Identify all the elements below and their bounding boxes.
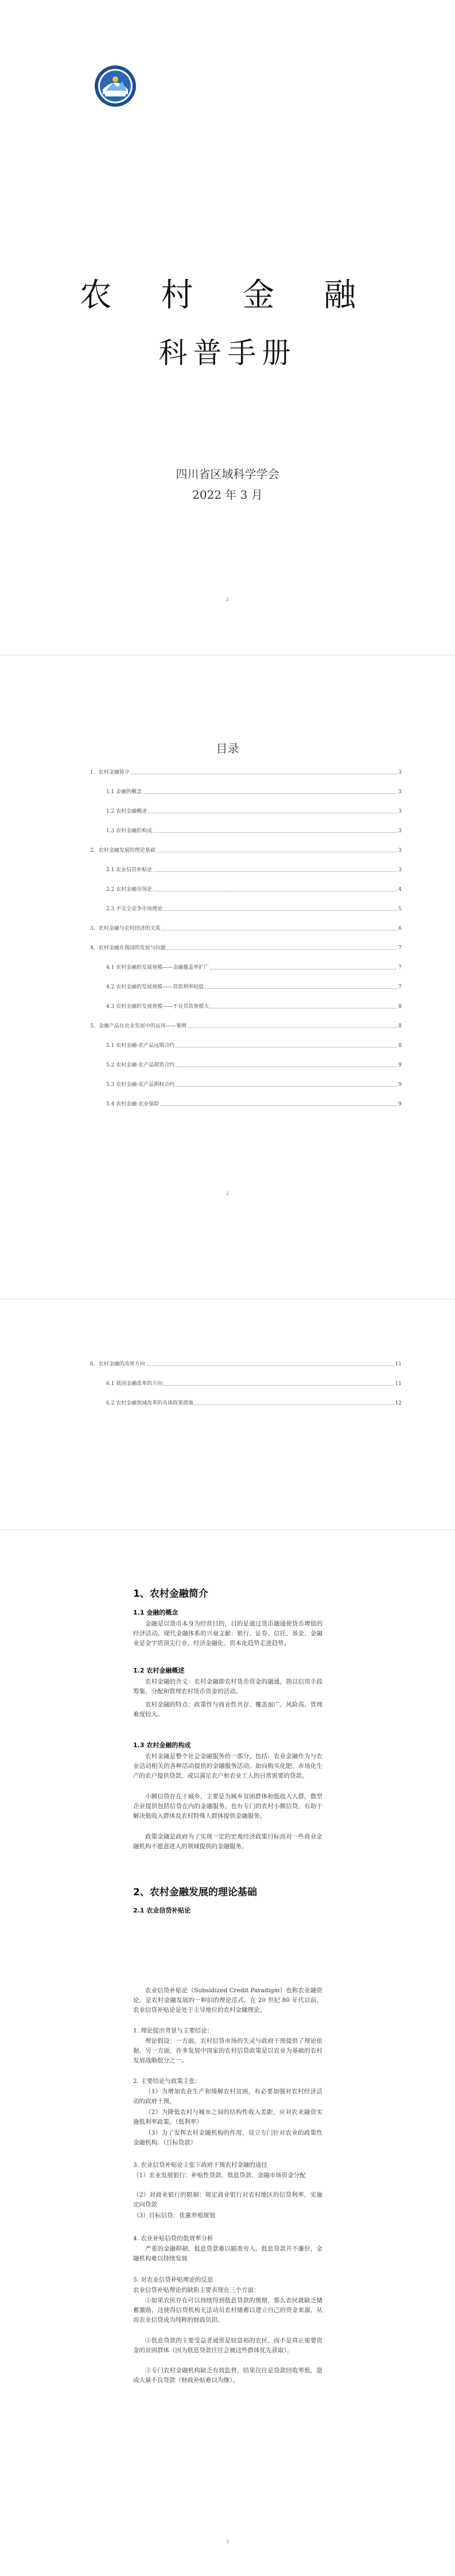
toc-entry-page: 3 (398, 867, 402, 873)
toc-entry-page: 3 (398, 789, 402, 795)
toc-entry-page: 11 (395, 1381, 402, 1387)
paragraph: （1）为增加农业生产和缓解农村贫困，有必要加强对农村经济活动的政府干预。 (133, 2088, 322, 2105)
toc-entry[interactable] (90, 1100, 402, 1108)
body-page (0, 1530, 455, 2576)
page-number: 2 (225, 597, 230, 602)
toc-entry-page: 7 (398, 945, 402, 951)
toc-leader-dots (164, 910, 397, 911)
toc-entry[interactable] (90, 944, 402, 952)
toc-entry-page: 7 (398, 984, 402, 990)
toc-entry-label: 1.1 金融的概念 (106, 789, 142, 795)
toc-entry[interactable] (90, 827, 402, 835)
paragraph: （1）农业发展银行：补贴性贷款、低息贷款、金融市场资金分配 (133, 2172, 306, 2179)
toc-entry-label: 2.1 农业信贷补贴论 (106, 867, 153, 873)
paragraph: 5. 对农业信贷补贴理论的反思 (133, 2276, 213, 2283)
paragraph: ②低息贷款的主要受益者通常是较富裕的农民，而不是真正需要资金的贫困群体（因为低息贷款往往会被这些群体优先获取）。 (133, 2337, 322, 2354)
page-number: 2 (225, 1191, 230, 1196)
subsection-heading: 1.3 农村金融的构成 (133, 1741, 191, 1749)
toc-entry-label: 4.3 农村金融的发展规模——不良贷款规模大 (106, 1004, 209, 1010)
paragraph: 4. 农业补贴信贷的低效率分析 (133, 2235, 213, 2242)
toc-entry[interactable] (90, 787, 402, 796)
toc-entry[interactable] (90, 1080, 402, 1088)
toc-entry[interactable] (90, 924, 402, 932)
toc-entry-label: 2.2 农村金融市场论 (106, 887, 153, 893)
toc-entry[interactable] (90, 1061, 402, 1069)
toc-entry-label: 5.3 农村金融-农产品期权合约 (106, 1082, 175, 1088)
toc-list (90, 768, 402, 1119)
toc-entry-page: 4 (398, 887, 402, 893)
paragraph: 农村金融的含义：农村金融即农村货币资金的融通，指以信用手段筹集、分配和管理农村货币资金的活动。 (133, 1678, 322, 1695)
toc-leader-dots (153, 871, 397, 872)
toc-leader-dots (176, 1047, 397, 1048)
toc-entry-label: 6、农村金融的改革方向 (90, 1361, 145, 1367)
paragraph: 1. 理论提出背景与主要结论： (133, 2027, 213, 2034)
toc-entry[interactable] (90, 885, 402, 893)
cover-subtitle: 科普手册 (158, 336, 297, 370)
toc-entry[interactable] (90, 1399, 402, 1407)
toc-entry-label: 5、金融产品在农业发展中的运用——案例 (90, 1023, 186, 1029)
toc-entry-label: 4.1 农村金融的发展规模——金融覆盖率扩广 (106, 965, 209, 971)
toc-entry[interactable] (90, 1041, 402, 1049)
toc-entry-page: 8 (398, 1004, 402, 1010)
toc-entry[interactable] (90, 1379, 402, 1387)
toc-leader-dots (153, 832, 397, 833)
toc-leader-dots (176, 1086, 397, 1087)
paragraph: 农业信贷补贴理论的缺陷主要表现在三个方面： (133, 2287, 260, 2294)
toc-entry-label: 2.3 不完全竞争市场理论 (106, 906, 163, 912)
toc-entry-page: 9 (398, 1062, 402, 1068)
toc-entry[interactable] (90, 1360, 402, 1368)
paragraph: 小额信贷存在于城乡，主要是为城乡贫困群体和低收入人群，微型企业提供包括信贷在内的金融服务，也有专门的农村小额信贷，有助于解决低收入群体及农村特殊人群体提供金融服务。 (133, 1793, 322, 1820)
paragraph: ①如果农民存在可以持续得到低息贷款的预期，那么农民就缺乏储蓄激励，这使得信贷机构无法动员农村储蓄以建立自己的资金来源，从而农业信贷成为纯粹的财政负担。 (133, 2297, 322, 2323)
toc-page-continued (0, 1299, 455, 1529)
society-logo-icon (94, 64, 137, 108)
paragraph: 2. 主要结论与政策主张： (133, 2078, 201, 2085)
toc-entry-page: 3 (398, 828, 402, 834)
toc-entry-label: 6.2 农村金融领域改革的具体政策措施 (106, 1400, 194, 1406)
toc-entry-label: 3、农村金融与农村经济的关系 (90, 926, 161, 932)
toc-list (90, 1360, 402, 1418)
toc-entry-page: 8 (398, 1023, 402, 1029)
cover-organization: 四川省区域科学学会 (176, 467, 279, 481)
toc-entry-page: 3 (398, 809, 402, 814)
subsection-heading: 2.1 农业信贷补贴论 (133, 1907, 191, 1914)
paragraph: 农村金融是整个社会金融服务的一部分，包括：农业金融作为与农业活动相关的各种活动提供的金融服务活动。如向购买化肥、市场化生产的农户提供贷款，或以满足农户和农业工人的日常需要的贷款。 (133, 1753, 322, 1779)
paragraph: 金融是以货币本身为经营目的，目的是通过货币融通使货币增值的经济活动。现代金融体系的兴衰文献：银行、证券、信托、基金、金融业是金字塔顶尖行业、经济金融化、资本化趋势走进趋势。 (133, 1620, 322, 1647)
toc-leader-dots (143, 793, 397, 794)
cover-date: 2022 年 3 月 (192, 488, 263, 502)
toc-entry-page: 9 (398, 1101, 402, 1107)
subsection-heading: 1.1 金融的概念 (133, 1609, 178, 1616)
toc-entry[interactable] (90, 983, 402, 991)
toc-title: 目录 (216, 742, 239, 755)
section-heading: 2、农村金融发展的理论基础 (133, 1887, 257, 1898)
toc-entry-label: 2、农村金融发展的理论基础 (90, 848, 155, 854)
toc-entry[interactable] (90, 846, 402, 854)
toc-entry-label: 5.4 农村金融-农业保险 (106, 1101, 160, 1107)
toc-entry-page: 6 (398, 926, 402, 932)
toc-entry-page: 3 (398, 770, 402, 775)
paragraph: 农村金融的特点：政策性与商业性共存、覆盖面广、风险高、管理难度较大。 (133, 1701, 322, 1718)
toc-entry[interactable] (90, 807, 402, 815)
paragraph: （2）对商业银行的限制：规定商业银行对农村地区的信贷利率，实施定向贷款 (133, 2191, 322, 2208)
cover-page (0, 0, 455, 654)
toc-entry-label: 5.1 农村金融-农产品远期合约 (106, 1043, 175, 1049)
toc-entry[interactable] (90, 963, 402, 971)
toc-entry-page: 11 (395, 1361, 402, 1367)
paragraph: 农业信贷补贴论（Subsidized Credit Paradigm）也称农业融资论，是农村金融发展的一种旧的理论范式，在 20 世纪 80 年代以前，农业信贷补贴论是处于主导地位的农村金融理论。 (133, 1987, 322, 2014)
toc-entry[interactable] (90, 866, 402, 874)
toc-leader-dots (164, 1385, 394, 1386)
toc-entry-label: 4、农村金融在我国的发展与问题 (90, 945, 166, 951)
paragraph: 理论假设：一方面，农村信贷市场的失灵与政府干预提供了理论依据，另一方面，许多发展中国家的农村信贷政策是以农业为基础的农村发展战略组分之一。 (133, 2038, 322, 2064)
paragraph: 严重的金融抑制，低息贷款难以瞄准穷人，低息贷款并不廉价，金融机构难以持续发展 (133, 2245, 322, 2262)
paragraph: ③专门农村金融机构缺乏有效监督，结果往往是贷款回收率低，造成大量不良贷款（财政补贴难以为继）。 (133, 2367, 322, 2384)
toc-leader-dots (167, 949, 398, 950)
toc-entry-page: 8 (398, 1043, 402, 1049)
toc-entry-label: 1.3 农村金融的构成 (106, 828, 153, 834)
toc-entry-label: 4.2 农村金融的发展规模——贷款利率较低 (106, 984, 204, 990)
toc-leader-dots (146, 1365, 394, 1366)
toc-entry-label: 1.2 农村金融概述 (106, 809, 147, 814)
toc-entry[interactable] (90, 1002, 402, 1010)
toc-entry-page: 7 (398, 965, 402, 971)
toc-page (0, 655, 455, 1298)
toc-leader-dots (188, 1027, 398, 1028)
page-number: 3 (225, 2539, 230, 2544)
section-heading: 1、农村金融简介 (133, 1588, 208, 1600)
toc-leader-dots (205, 988, 397, 989)
paragraph: （3）为了发挥农村金融机构的作用，设立专门针对农业的政策性金融机构。（目标贷款） (133, 2129, 322, 2146)
toc-leader-dots (160, 1105, 397, 1106)
toc-entry-label: 5.2 农村金融-农产品期货合约 (106, 1062, 175, 1068)
toc-entry[interactable] (90, 905, 402, 913)
toc-entry-label: 6.1 我国金融改革的方向 (106, 1381, 163, 1387)
paragraph: 3. 农业信贷补贴论主张下政府干预农村金融的途径 (133, 2162, 267, 2168)
toc-entry[interactable] (90, 768, 402, 776)
toc-entry-page: 12 (395, 1400, 402, 1406)
cover-title: 农 村 金 融 (79, 277, 376, 314)
paragraph: 政策金融是政府为了实现一定的宏观经济政策目标而对一些商业金融机构不愿意进入的领域提供的金融服务。 (133, 1833, 322, 1850)
subsection-heading: 1.2 农村金融概述 (133, 1667, 185, 1674)
toc-leader-dots (176, 1066, 397, 1067)
toc-entry-label: 1、农村金融简介 (90, 770, 130, 775)
paragraph: （3）目标信贷：优惠养殖规划 (133, 2212, 216, 2219)
toc-entry-page: 3 (398, 848, 402, 854)
toc-entry[interactable] (90, 1022, 402, 1030)
paragraph: （2）为降低农村与城市之间的结构性收入差距，应对农业融资实施低利率政策。（低利率） (133, 2109, 322, 2125)
toc-entry-page: 5 (398, 906, 402, 912)
toc-entry-page: 9 (398, 1082, 402, 1088)
